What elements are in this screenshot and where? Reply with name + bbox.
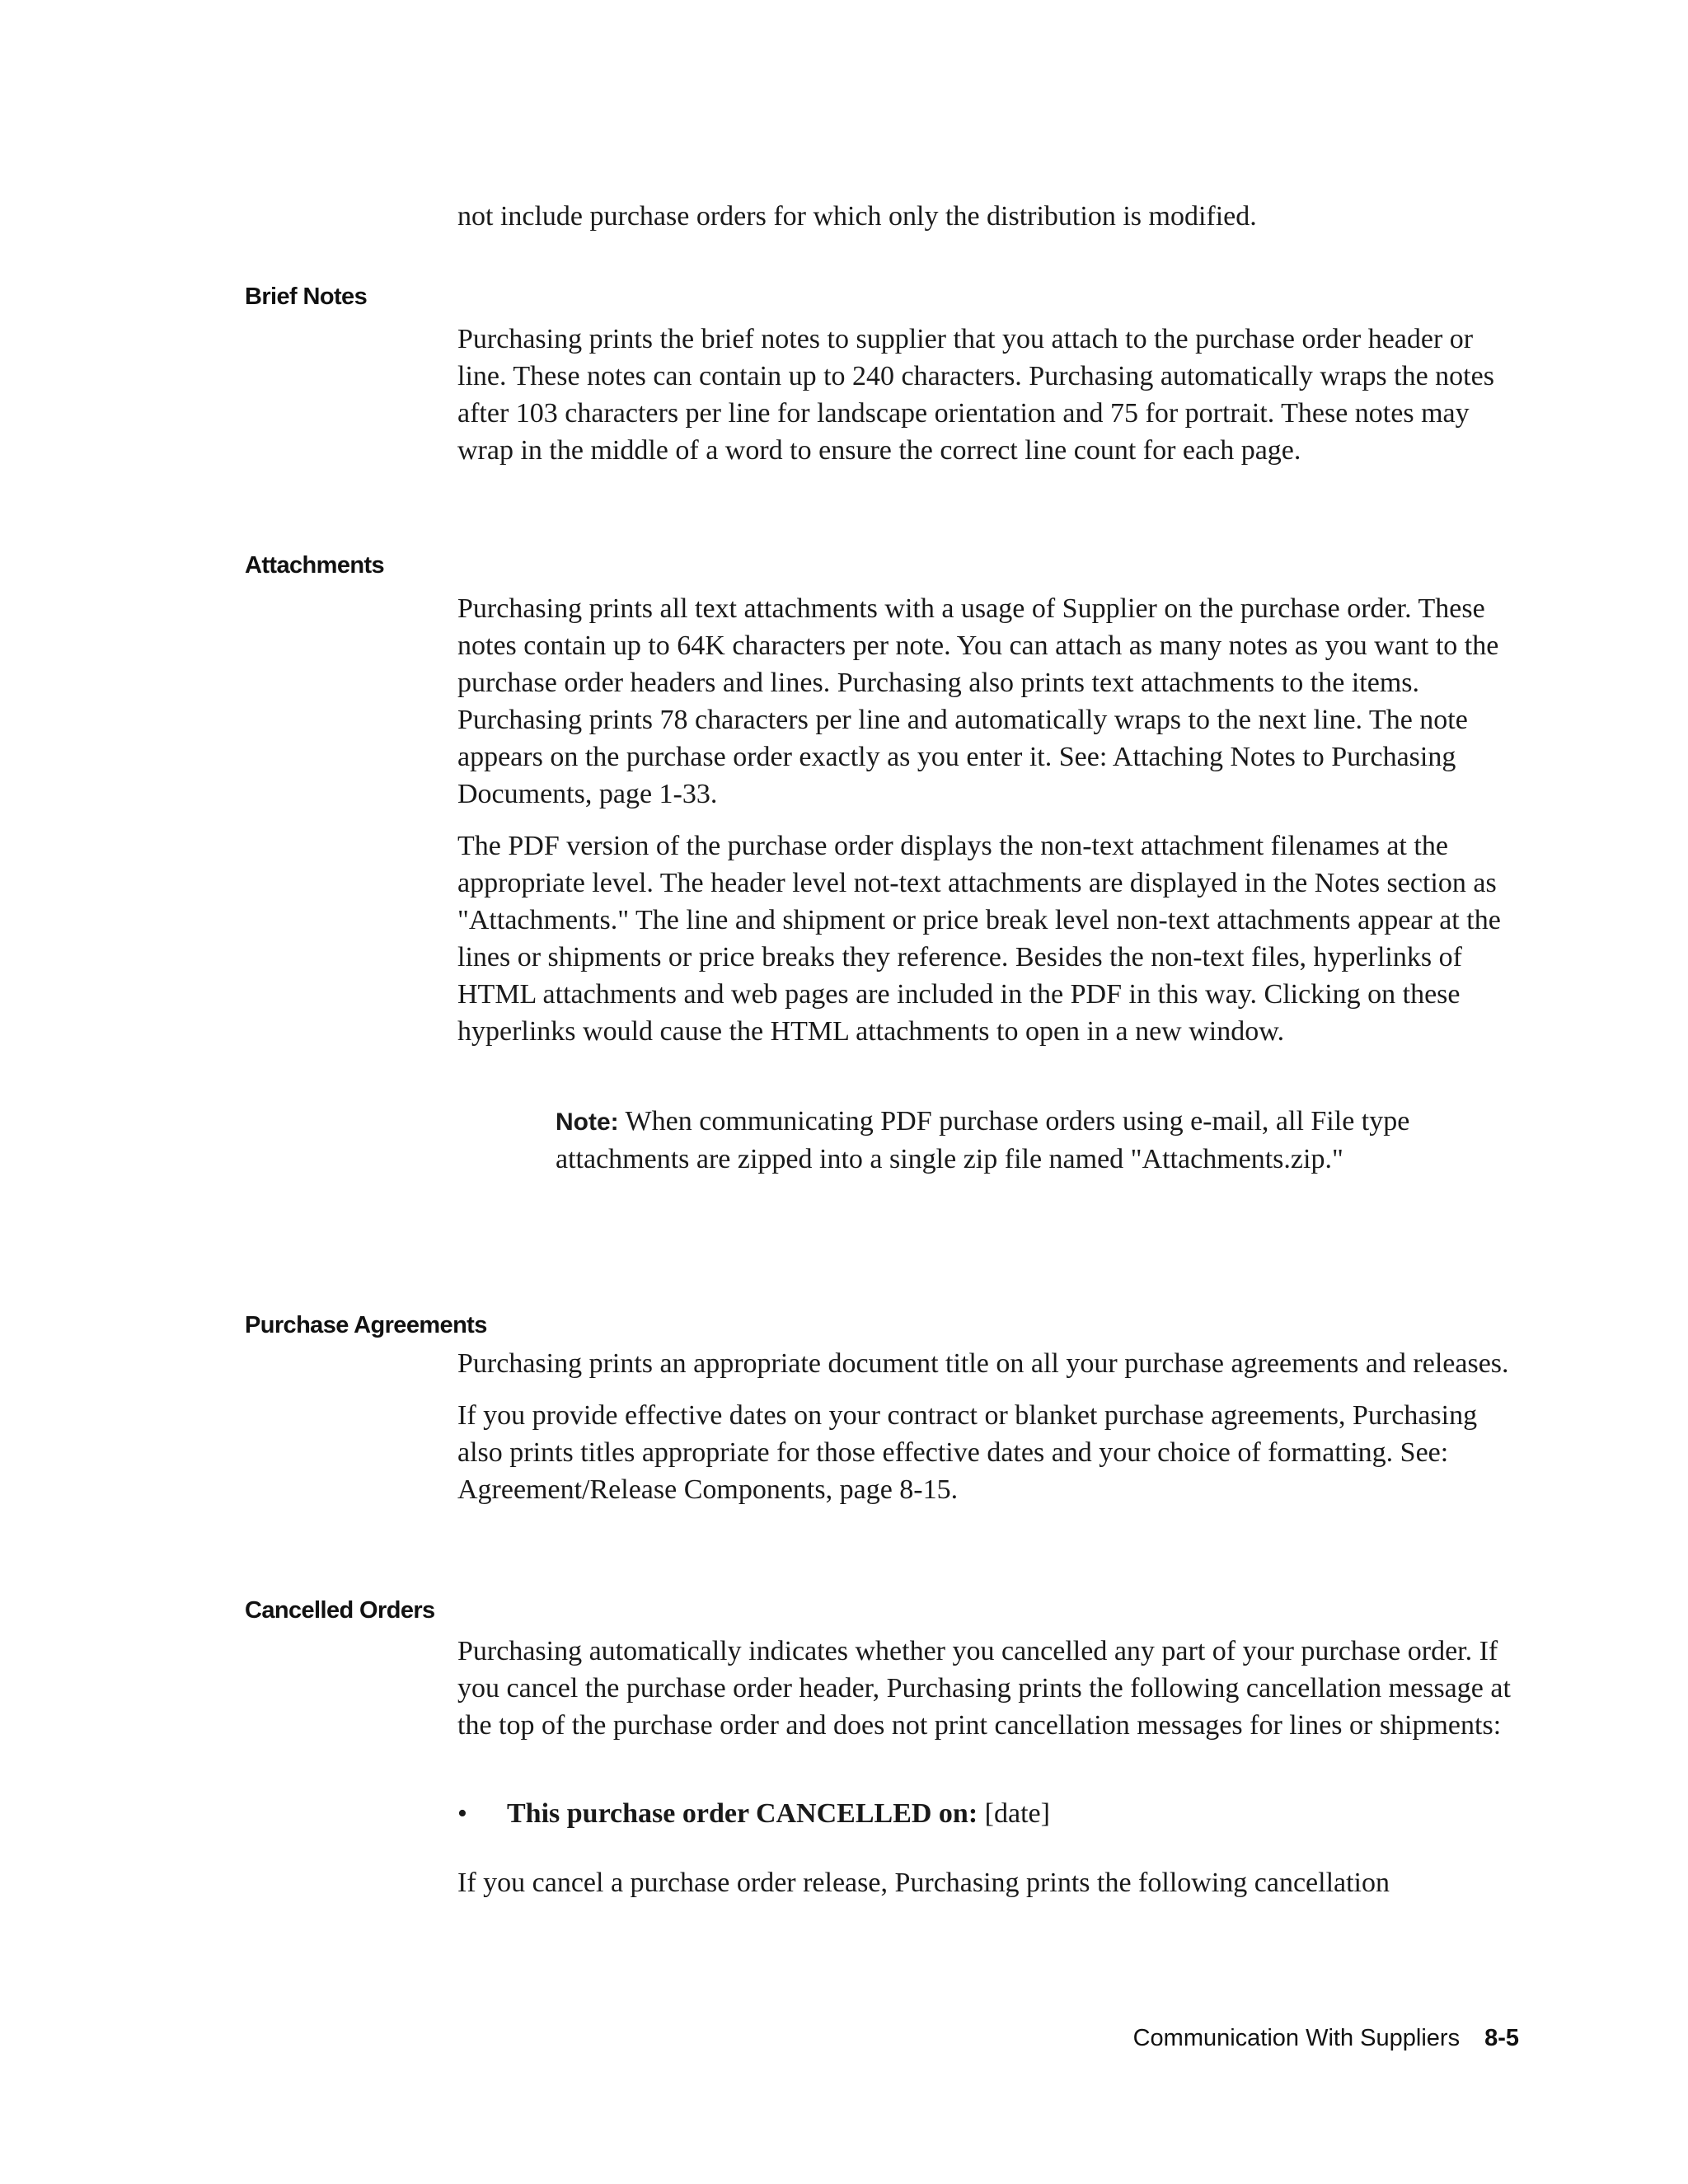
attachments-body xyxy=(457,590,1529,1050)
attachments-heading: Attachments xyxy=(245,552,385,579)
bullet-bold-text: This purchase order CANCELLED on: xyxy=(507,1798,978,1829)
cancelled-orders-body xyxy=(457,1633,1529,1744)
bullet-dot: • xyxy=(457,1798,467,1829)
brief-notes-paragraph: Purchasing prints the brief notes to supplier that you attach to the purchase order header or line. These notes can contain up to 240 characters. Purchasing automatically wraps the notes after 103 characters per line for landscape orientation and 75 for portrait. These notes may wrap in the middle of a word to ensure the correct line count for each page. xyxy=(457,324,1494,466)
intro-line xyxy=(457,198,1529,235)
attachments-note xyxy=(556,1103,1421,1178)
bullet-content xyxy=(507,1795,1050,1832)
cancelled-orders-paragraph-1: Purchasing automatically indicates whether you cancelled any part of your purchase order. If you cancel the purchase order header, Purchasing prints the following cancellation message at the top of the purchase order and does not print cancellation messages for lines or shipments: xyxy=(457,1636,1511,1741)
intro-paragraph: not include purchase orders for which only the distribution is modified. xyxy=(457,201,1257,232)
footer-title: Communication With Suppliers xyxy=(1132,2025,1461,2051)
brief-notes-heading: Brief Notes xyxy=(245,284,368,310)
attachments-paragraph-2: The PDF version of the purchase order displays the non-text attachment filenames at the appropriate level. The header level not-text attachments are displayed in the Notes section as "Attachments." The line and shipment or price break level non-text attachments appear at the lines or shipments or price breaks they reference. Besides the non-text files, hyperlinks of HTML attachments and web pages are included in the PDF in this way. Clicking on these hyperlinks would cause the HTML attachments to open in a new window. xyxy=(457,831,1501,1047)
note-label: Note: xyxy=(556,1108,619,1136)
bullet-rest-text: [date] xyxy=(978,1798,1050,1829)
cancelled-orders-heading: Cancelled Orders xyxy=(245,1597,435,1624)
purchase-agreements-heading: Purchase Agreements xyxy=(245,1312,487,1338)
purchase-agreements-paragraph-2: If you provide effective dates on your contract or blanket purchase agreements, Purchasing also prints titles appropriate for those effective dates and your choice of formatting. See: Agreement/Release Components, page 8-15. xyxy=(457,1400,1478,1505)
purchase-agreements-body xyxy=(457,1345,1529,1508)
purchase-agreements-paragraph-1: Purchasing prints an appropriate document title on all your purchase agreements and releases. xyxy=(457,1348,1509,1379)
note-text: When communicating PDF purchase orders using e-mail, all File type attachments are zipped into a single zip file named "Attachments.zip." xyxy=(556,1106,1410,1174)
attachments-paragraph-1: Purchasing prints all text attachments with a usage of Supplier on the purchase order. These notes contain up to 64K characters per note. You can attach as many notes as you want to the purchase order headers and lines. Purchasing also prints text attachments to the items. Purchasing prints 78 characters per line and automatically wraps to the next line. The note appears on the purchase order exactly as you enter it. See: Attaching Notes to Purchasing Documents, page 1-33. xyxy=(457,593,1499,809)
cancelled-orders-body-2 xyxy=(457,1864,1529,1901)
page-footer xyxy=(989,2023,1519,2053)
page-number: 8-5 xyxy=(1484,2025,1519,2051)
cancelled-orders-paragraph-2: If you cancel a purchase order release, Purchasing prints the following cancellation xyxy=(457,1868,1390,1898)
cancel-message-bullet xyxy=(457,1795,1529,1832)
brief-notes-body xyxy=(457,321,1529,469)
